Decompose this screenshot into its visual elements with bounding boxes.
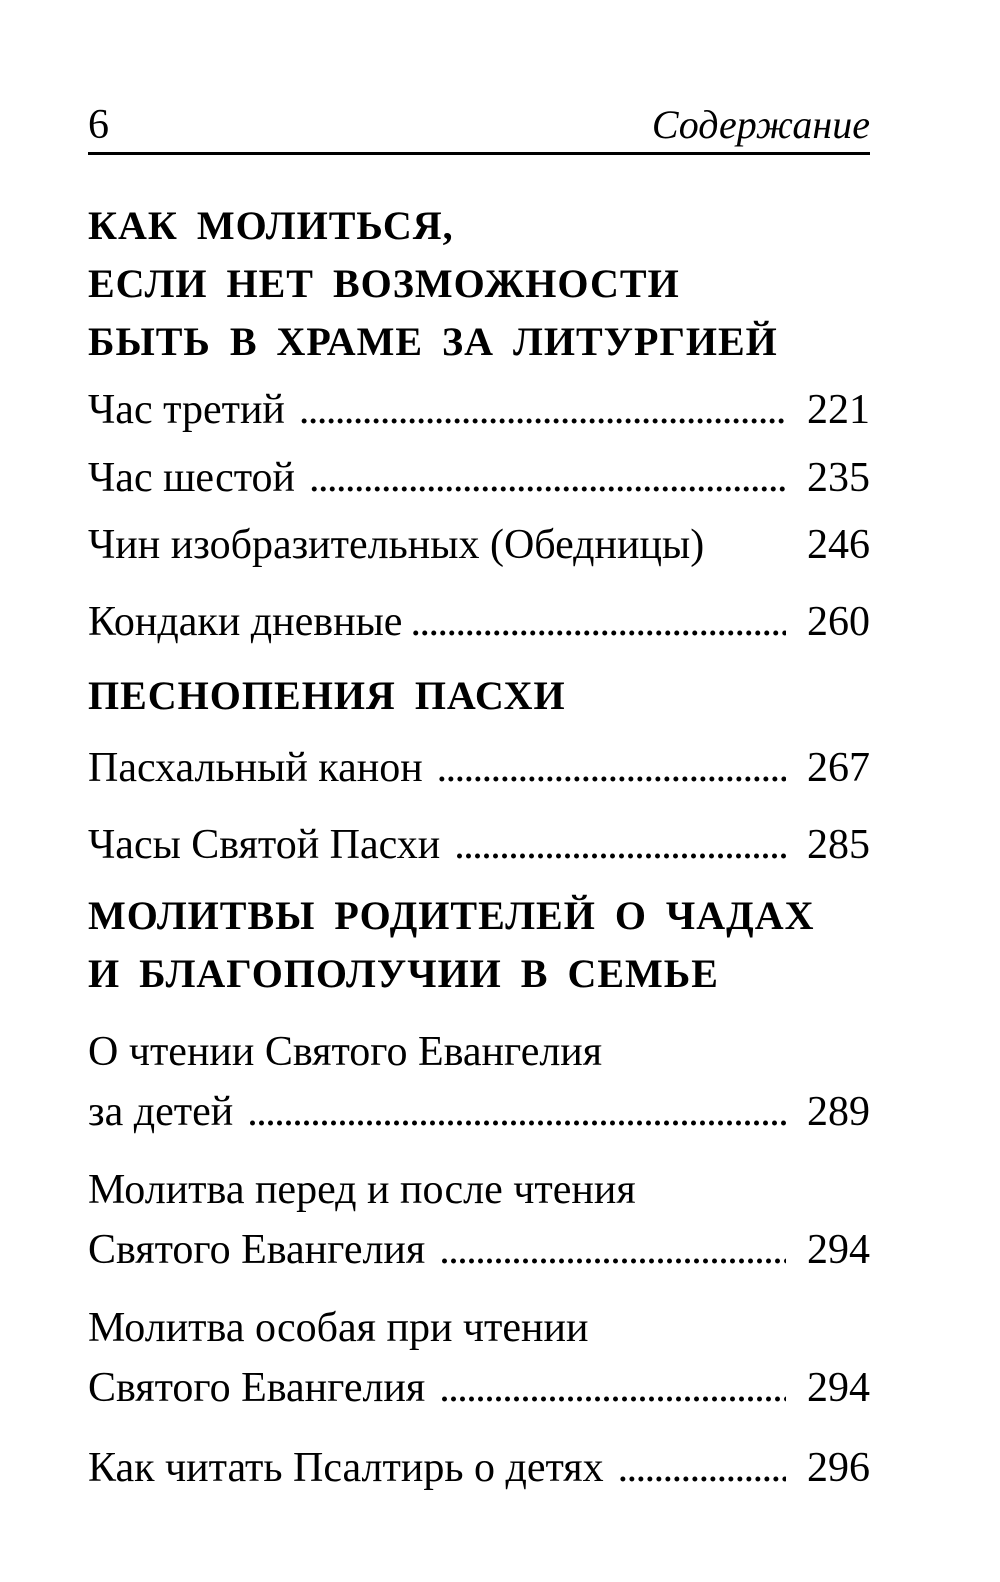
toc-entry[interactable] — [88, 738, 870, 798]
toc-entry-first-line — [88, 1298, 870, 1358]
toc-entry-page: 235 — [807, 455, 870, 501]
toc-entry-label: Святого Евангелия — [88, 1365, 426, 1411]
toc-entry-label: Час шестой — [88, 455, 296, 501]
toc-entry-label: Молитва особая при чтении — [88, 1305, 589, 1351]
toc-entry-page: 285 — [807, 822, 870, 868]
section-heading-line: БЫТЬ В ХРАМЕ ЗА ЛИТУРГИЕЙ — [88, 319, 778, 364]
toc-entry-label: Молитва перед и после чтения — [88, 1167, 636, 1213]
toc-entry[interactable] — [88, 1438, 870, 1498]
toc-entry[interactable] — [88, 515, 870, 575]
leader-dots — [454, 815, 786, 875]
toc-entry[interactable] — [88, 1082, 870, 1142]
leader-dots — [439, 1220, 786, 1280]
page-number: 6 — [88, 102, 109, 148]
section-heading-line: МОЛИТВЫ РОДИТЕЛЕЙ О ЧАДАХ — [88, 893, 815, 938]
leader-dots — [309, 448, 786, 508]
section-heading-line: ЕСЛИ НЕТ ВОЗМОЖНОСТИ — [88, 261, 680, 306]
toc-entry-label: Час третий — [88, 387, 285, 433]
toc-entry[interactable] — [88, 380, 870, 440]
leader-dots — [618, 1438, 786, 1498]
toc-entry-page: 260 — [807, 599, 870, 645]
toc-entry-page: 221 — [807, 387, 870, 433]
section-heading-line: КАК МОЛИТЬСЯ, — [88, 203, 454, 248]
toc-entry[interactable] — [88, 592, 870, 652]
toc-entry-label: Часы Святой Пасхи — [88, 822, 441, 868]
toc-entry-label: Святого Евангелия — [88, 1227, 426, 1273]
section-heading-line: ПЕСНОПЕНИЯ ПАСХИ — [88, 673, 566, 718]
leader-dots — [437, 738, 786, 798]
toc-entry-first-line — [88, 1022, 870, 1082]
leader-dots — [439, 1358, 786, 1418]
leader-dots — [410, 592, 786, 652]
page-header — [88, 95, 870, 155]
toc-entry-page: 294 — [807, 1365, 870, 1411]
toc-entry-page: 296 — [807, 1445, 870, 1491]
toc-entry-label: Кондаки дневные — [88, 599, 403, 645]
toc-entry[interactable] — [88, 1220, 870, 1280]
toc-entry[interactable] — [88, 815, 870, 875]
toc-entry-label: Чин изобразительных (Обедницы) — [88, 522, 705, 568]
leader-dots — [247, 1082, 786, 1142]
toc-entry-page: 294 — [807, 1227, 870, 1273]
toc-entry-label: Пасхальный канон — [88, 745, 423, 791]
toc-entry-label: О чтении Святого Евангелия — [88, 1029, 603, 1075]
toc-entry-page: 267 — [807, 745, 870, 791]
section-heading-line: И БЛАГОПОЛУЧИИ В СЕМЬЕ — [88, 951, 719, 996]
toc-entry-page: 246 — [807, 522, 870, 568]
toc-entry-first-line — [88, 1160, 870, 1220]
toc-entry[interactable] — [88, 1358, 870, 1418]
toc-entry-label: Как читать Псалтирь о детях — [88, 1445, 604, 1491]
running-title: Содержание — [651, 102, 870, 147]
toc-entry-label: за детей — [88, 1089, 234, 1135]
toc-entry-page: 289 — [807, 1089, 870, 1135]
toc-entry[interactable] — [88, 448, 870, 508]
leader-dots — [299, 380, 786, 440]
